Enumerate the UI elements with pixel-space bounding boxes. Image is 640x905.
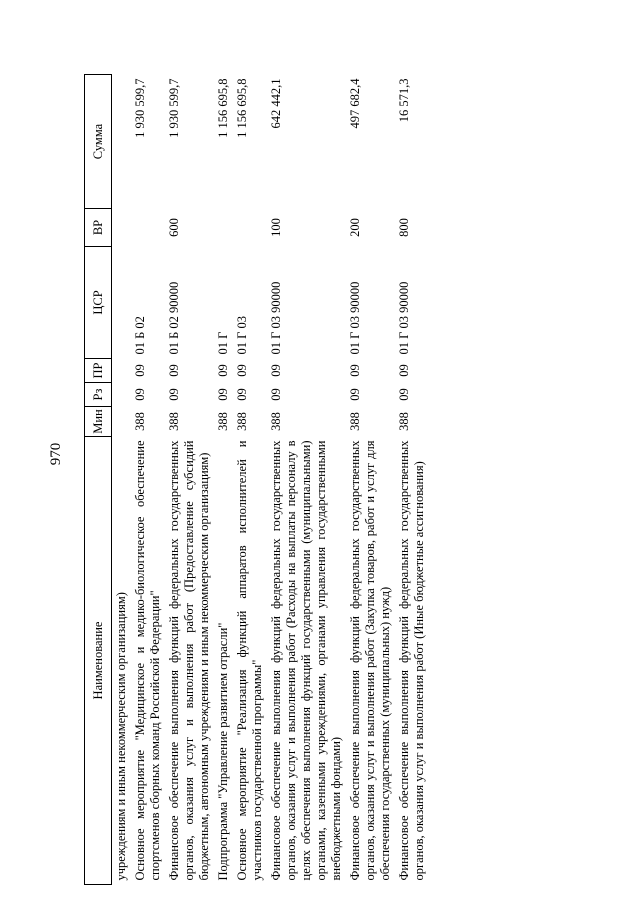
row-vr	[131, 209, 165, 247]
row-sum: 1 156 695,8	[216, 78, 230, 138]
table-row	[131, 75, 165, 885]
row-vr	[233, 209, 267, 247]
row-name: Основное мероприятие "Реализация функций аппаратов исполнителей и участников государственной программы"	[235, 440, 264, 881]
row-csr: 01 Г 03 90000	[348, 281, 362, 355]
row-sum: 642 442,1	[269, 78, 283, 129]
row-name: Финансовое обеспечение выполнения функций федеральных государственных органов, оказания услуг и выполнения работ (Иные бюджетные ассигнования)	[397, 440, 426, 881]
header-rz: Рз	[85, 383, 112, 407]
header-pr: ПР	[85, 359, 112, 383]
row-vr: 600	[167, 218, 181, 237]
row-min: 388	[269, 412, 283, 431]
table-row	[233, 75, 267, 885]
row-sum: 1 930 599,7	[167, 78, 181, 138]
row-min: 388	[167, 412, 181, 431]
header-vr: ВР	[85, 209, 112, 247]
row-name: Основное мероприятие "Медицинское и медико-биологическое обеспечение спортсменов сборных команд Российской Федерации"	[133, 440, 162, 881]
row-rz: 09	[269, 388, 283, 401]
row-vr: 100	[269, 218, 283, 237]
header-name: Наименование	[85, 437, 112, 885]
row-sum: 1 156 695,8	[235, 78, 249, 138]
row-name: Финансовое обеспечение выполнения функций федеральных государственных органов, оказания услуг и выполнения работ (Расходы на выплаты персоналу в целях обеспечения выполнения функций государственными (муниципальными) органами, казенными учреждениями, органами управления государственными внебюджетными фондами)	[269, 440, 343, 881]
row-sum	[112, 75, 132, 209]
row-rz: 09	[235, 388, 249, 401]
table-row	[346, 75, 395, 885]
row-csr: 01 Г 03 90000	[269, 281, 283, 355]
row-name: Подпрограмма "Управление развитием отрасли"	[216, 622, 230, 881]
row-pr	[112, 359, 132, 383]
table-row	[267, 75, 346, 885]
row-min: 388	[235, 412, 249, 431]
table-row	[214, 75, 233, 885]
row-sum: 16 571,3	[397, 78, 411, 123]
row-csr: 01 Г	[216, 331, 230, 355]
row-min: 388	[348, 412, 362, 431]
row-pr: 09	[397, 364, 411, 377]
row-vr	[214, 209, 233, 247]
row-min: 388	[216, 412, 230, 431]
row-rz	[112, 383, 132, 407]
row-sum: 497 682,4	[348, 78, 362, 129]
row-vr: 800	[397, 218, 411, 237]
table-row	[165, 75, 214, 885]
row-vr	[112, 209, 132, 247]
row-vr: 200	[348, 218, 362, 237]
row-name: Финансовое обеспечение выполнения функций федеральных государственных органов, оказания услуг и выполнения работ (Предоставление субсидий бюджетным, автономным учреждениям и иным некоммерческим организациям)	[167, 440, 211, 881]
header-csr: ЦСР	[85, 247, 112, 359]
row-rz: 09	[133, 388, 147, 401]
row-rz: 09	[216, 388, 230, 401]
page-number: 970	[48, 442, 64, 466]
row-csr: 01 Г 03	[235, 316, 249, 355]
table-row	[112, 75, 132, 885]
header-row	[85, 75, 112, 885]
row-rz: 09	[167, 388, 181, 401]
row-pr: 09	[235, 364, 249, 377]
budget-table	[84, 74, 429, 885]
row-csr: 01 Г 03 90000	[397, 281, 411, 355]
row-csr: 01 Б 02	[133, 316, 147, 355]
row-pr: 09	[348, 364, 362, 377]
row-min: 388	[397, 412, 411, 431]
row-pr: 09	[269, 364, 283, 377]
row-csr: 01 Б 02 90000	[167, 281, 181, 355]
header-sum: Сумма	[85, 75, 112, 209]
row-name: Финансовое обеспечение выполнения функций федеральных государственных органов, оказания услуг и выполнения работ (Закупка товаров, работ и услуг для обеспечения государственных (муниципальных) нужд)	[348, 440, 392, 881]
row-min	[112, 407, 132, 437]
row-min: 388	[133, 412, 147, 431]
row-pr: 09	[167, 364, 181, 377]
row-pr: 09	[216, 364, 230, 377]
row-sum: 1 930 599,7	[133, 78, 147, 138]
header-min: Мин	[85, 407, 112, 437]
row-rz: 09	[397, 388, 411, 401]
table-row	[395, 75, 429, 885]
row-rz: 09	[348, 388, 362, 401]
row-name: учреждениям и иным некоммерческим организациям)	[114, 592, 128, 881]
row-csr	[112, 247, 132, 359]
row-pr: 09	[133, 364, 147, 377]
